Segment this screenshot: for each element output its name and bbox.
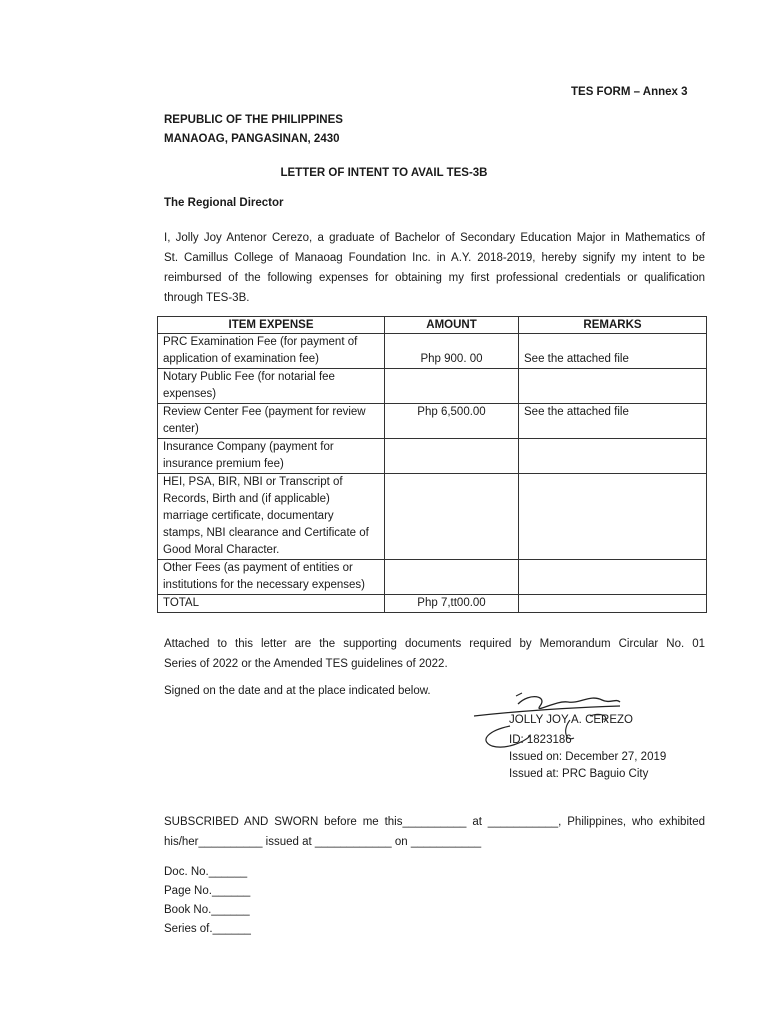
remarks-cell [519, 474, 707, 560]
item-line: Other Fees (as payment of entities or [163, 562, 353, 574]
intro-line: St. Camillus College of Manaoag Foundation Inc. in A.Y. 2018-2019, hereby signify my intent to be [164, 252, 705, 264]
column-header: REMARKS [519, 317, 707, 334]
item-line: Review Center Fee (payment for review [163, 406, 366, 418]
intro-line: reimbursed of the following expenses for obtaining my first professional credentials or qualification [164, 272, 705, 284]
table-row [158, 560, 707, 595]
total-remarks [519, 595, 707, 613]
address-heading: MANAOAG, PANGASINAN, 2430 [164, 133, 340, 145]
attached-line: Attached to this letter are the supporting documents required by Memorandum Circular No. 01 [164, 638, 705, 650]
remarks-cell: See the attached file [519, 334, 707, 369]
column-header: AMOUNT [385, 317, 519, 334]
item-line: Notary Public Fee (for notarial fee [163, 371, 335, 383]
amount-cell: Php 900. 00 [385, 334, 519, 369]
table-total-row [158, 595, 707, 613]
form-label: TES FORM – Annex 3 [571, 86, 688, 98]
item-line: institutions for the necessary expenses) [163, 579, 365, 591]
sworn-line-2: his/her__________ issued at ____________ on ___________ [164, 836, 482, 848]
amount-cell [385, 439, 519, 474]
item-line: marriage certificate, documentary [163, 510, 334, 522]
signatory-id: ID: 1823186 [509, 734, 572, 746]
amount-cell [385, 474, 519, 560]
amount-cell [385, 560, 519, 595]
item-cell [158, 369, 385, 404]
addressee: The Regional Director [164, 197, 284, 209]
table-row [158, 369, 707, 404]
attached-paragraph [164, 634, 705, 674]
table-row [158, 404, 707, 439]
attached-line: Series of 2022 or the Amended TES guidelines of 2022. [164, 658, 448, 670]
signed-statement: Signed on the date and at the place indicated below. [164, 685, 431, 697]
remarks-cell [519, 560, 707, 595]
item-line: stamps, NBI clearance and Certificate of [163, 527, 369, 539]
doc-no: Doc. No.______ [164, 866, 248, 878]
signatory-name: JOLLY JOY A. CEREZO [509, 714, 633, 726]
expense-table [157, 316, 707, 613]
item-cell [158, 560, 385, 595]
page-no: Page No.______ [164, 885, 251, 897]
letter-title: LETTER OF INTENT TO AVAIL TES-3B [280, 167, 488, 179]
total-amount: Php 7,tt00.00 [385, 595, 519, 613]
item-line: Insurance Company (payment for [163, 441, 334, 453]
item-line: insurance premium fee) [163, 458, 284, 470]
amount-cell [385, 369, 519, 404]
total-label: TOTAL [158, 595, 385, 613]
column-header: ITEM EXPENSE [158, 317, 385, 334]
item-line: PRC Examination Fee (for payment of [163, 336, 358, 348]
intro-line: through TES-3B. [164, 292, 250, 304]
table-row [158, 334, 707, 369]
issued-at: Issued at: PRC Baguio City [509, 768, 649, 780]
item-line: HEI, PSA, BIR, NBI or Transcript of [163, 476, 343, 488]
series-of: Series of.______ [164, 923, 251, 935]
remarks-cell: See the attached file [519, 404, 707, 439]
table-row [158, 474, 707, 560]
item-cell [158, 439, 385, 474]
amount-cell: Php 6,500.00 [385, 404, 519, 439]
item-cell [158, 404, 385, 439]
intro-paragraph [164, 228, 705, 308]
table-header-row [158, 317, 707, 334]
issued-on: Issued on: December 27, 2019 [509, 751, 667, 763]
item-cell [158, 334, 385, 369]
republic-heading: REPUBLIC OF THE PHILIPPINES [164, 114, 343, 126]
item-line: application of examination fee) [163, 353, 319, 365]
intro-line: I, Jolly Joy Antenor Cerezo, a graduate of Bachelor of Secondary Education Major in Mathematics of [164, 232, 705, 244]
item-cell [158, 474, 385, 560]
item-line: Records, Birth and (if applicable) [163, 493, 330, 505]
sworn-line-1: SUBSCRIBED AND SWORN before me this__________ at ___________, Philippines, who exhibited [164, 816, 705, 828]
item-line: expenses) [163, 388, 217, 400]
remarks-cell [519, 369, 707, 404]
book-no: Book No.______ [164, 904, 250, 916]
item-line: Good Moral Character. [163, 544, 280, 556]
remarks-cell [519, 439, 707, 474]
item-line: center) [163, 423, 199, 435]
table-row [158, 439, 707, 474]
